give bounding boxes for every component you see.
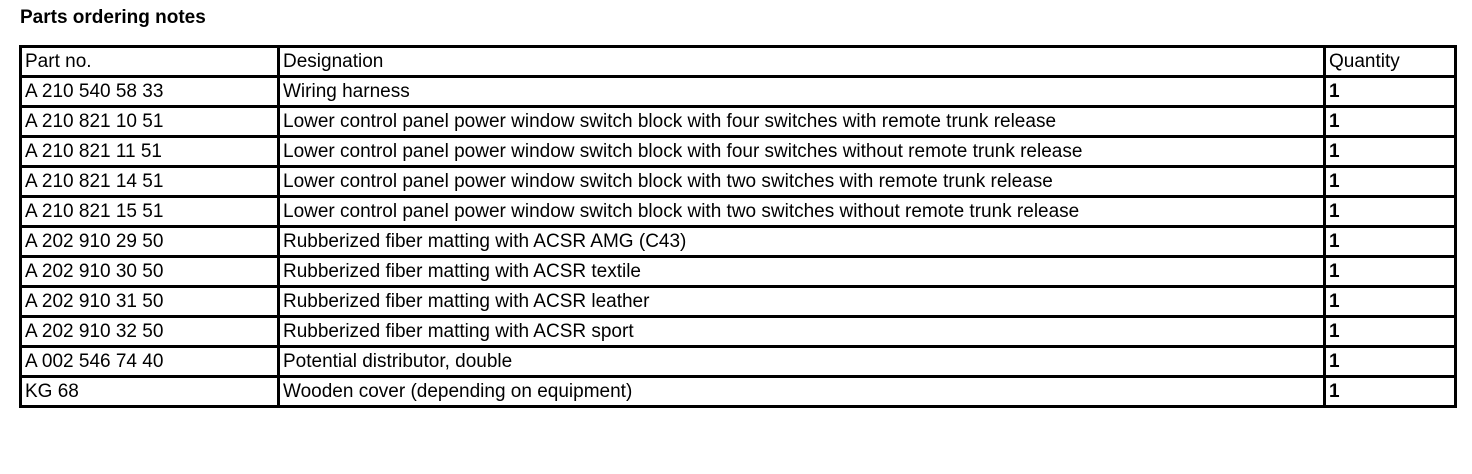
designation-cell: Potential distributor, double: [279, 347, 1325, 377]
part-no-cell: A 202 910 30 50: [21, 257, 279, 287]
table-row: [21, 347, 1456, 377]
part-no-cell: A 210 540 58 33: [21, 77, 279, 107]
table-row: [21, 137, 1456, 167]
column-header-part-no: Part no.: [21, 47, 279, 77]
part-no-cell: A 202 910 31 50: [21, 287, 279, 317]
table-row: [21, 377, 1456, 407]
designation-cell: Lower control panel power window switch block with four switches without remote trunk release: [279, 137, 1325, 167]
quantity-cell: 1: [1325, 227, 1456, 257]
part-no-cell: A 002 546 74 40: [21, 347, 279, 377]
designation-cell: Wiring harness: [279, 77, 1325, 107]
designation-cell: Wooden cover (depending on equipment): [279, 377, 1325, 407]
table-row: [21, 227, 1456, 257]
parts-table: [19, 45, 1457, 408]
part-no-cell: A 210 821 15 51: [21, 197, 279, 227]
quantity-cell: 1: [1325, 377, 1456, 407]
column-header-quantity: Quantity: [1325, 47, 1456, 77]
designation-cell: Lower control panel power window switch block with two switches without remote trunk release: [279, 197, 1325, 227]
part-no-cell: A 210 821 11 51: [21, 137, 279, 167]
table-row: [21, 167, 1456, 197]
part-no-cell: A 210 821 10 51: [21, 107, 279, 137]
quantity-cell: 1: [1325, 137, 1456, 167]
quantity-cell: 1: [1325, 257, 1456, 287]
part-no-cell: A 202 910 29 50: [21, 227, 279, 257]
part-no-cell: A 202 910 32 50: [21, 317, 279, 347]
quantity-cell: 1: [1325, 287, 1456, 317]
table-header-row: [21, 47, 1456, 77]
designation-cell: Rubberized fiber matting with ACSR leather: [279, 287, 1325, 317]
designation-cell: Rubberized fiber matting with ACSR sport: [279, 317, 1325, 347]
designation-cell: Lower control panel power window switch block with two switches with remote trunk release: [279, 167, 1325, 197]
page-title: Parts ordering notes: [20, 7, 206, 28]
quantity-cell: 1: [1325, 197, 1456, 227]
designation-cell: Rubberized fiber matting with ACSR AMG (C43): [279, 227, 1325, 257]
table-row: [21, 317, 1456, 347]
table-row: [21, 107, 1456, 137]
part-no-cell: A 210 821 14 51: [21, 167, 279, 197]
quantity-cell: 1: [1325, 317, 1456, 347]
designation-cell: Lower control panel power window switch block with four switches with remote trunk release: [279, 107, 1325, 137]
quantity-cell: 1: [1325, 167, 1456, 197]
table-row: [21, 287, 1456, 317]
table-row: [21, 77, 1456, 107]
quantity-cell: 1: [1325, 347, 1456, 377]
quantity-cell: 1: [1325, 77, 1456, 107]
designation-cell: Rubberized fiber matting with ACSR textile: [279, 257, 1325, 287]
quantity-cell: 1: [1325, 107, 1456, 137]
table-row: [21, 257, 1456, 287]
table-row: [21, 197, 1456, 227]
part-no-cell: KG 68: [21, 377, 279, 407]
column-header-designation: Designation: [279, 47, 1325, 77]
